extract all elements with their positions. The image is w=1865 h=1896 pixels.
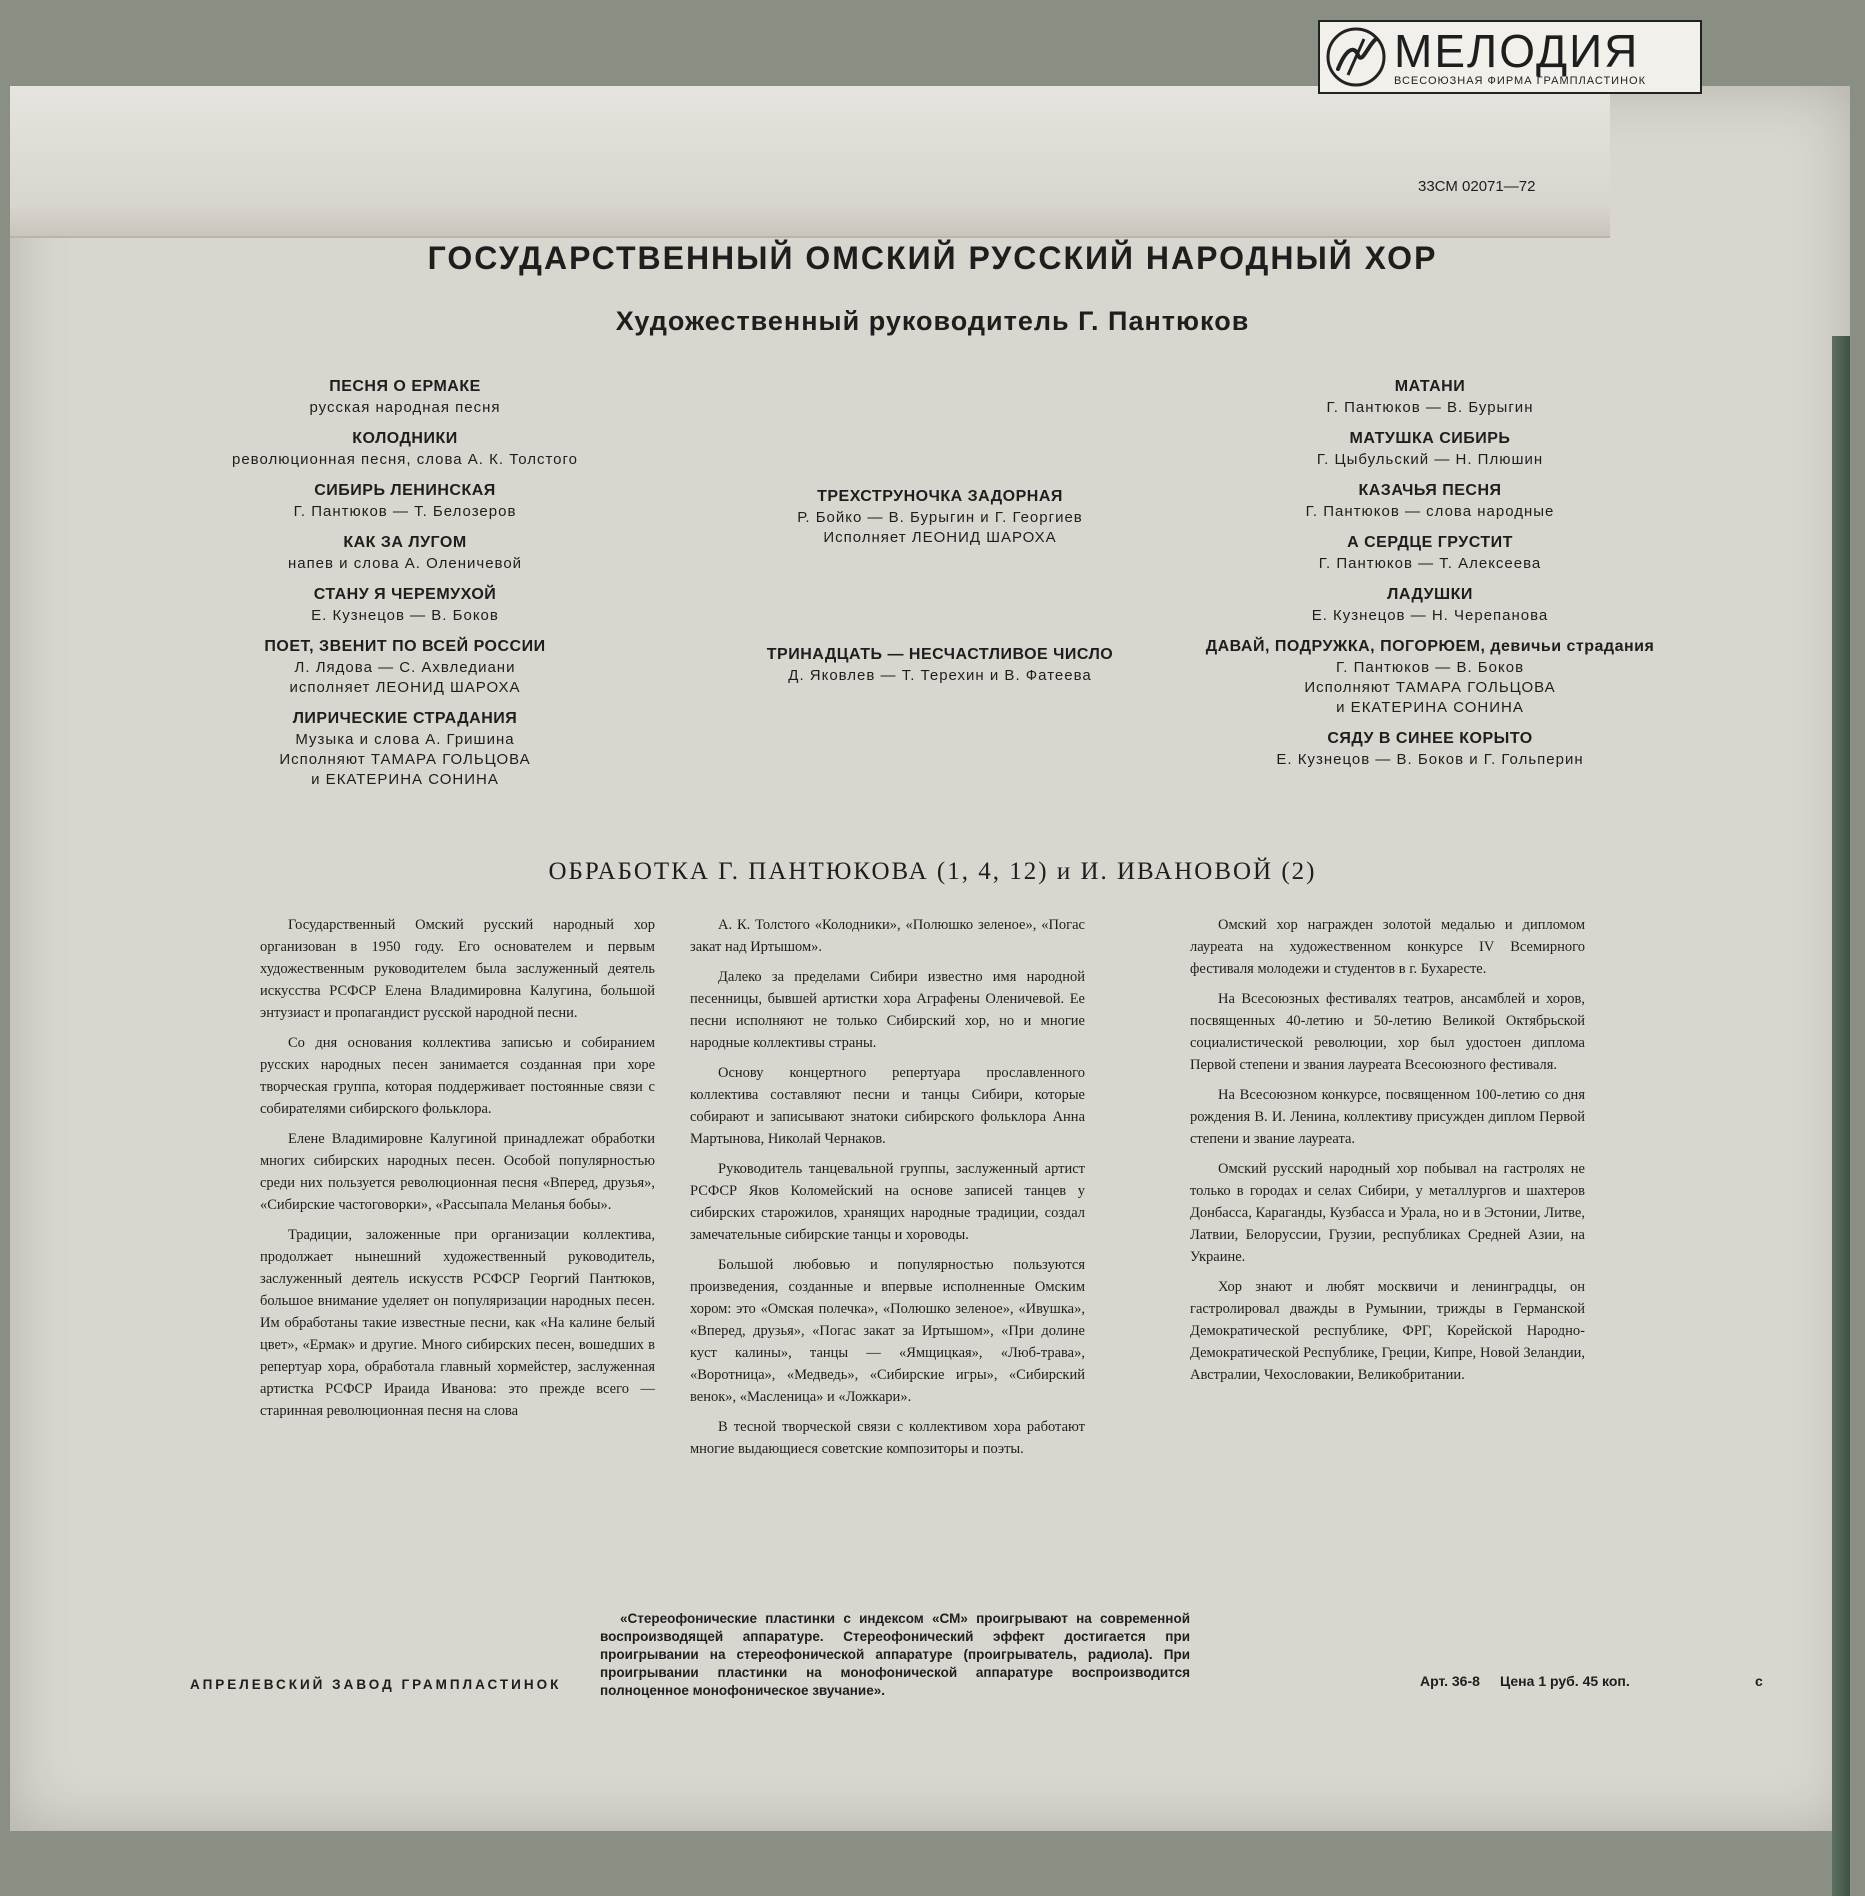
track-credit: Г. Пантюков — В. Бурыгин	[1326, 399, 1534, 416]
symbol-mark: с	[1755, 1673, 1763, 1689]
track-credit: и ЕКАТЕРИНА СОНИНА	[1336, 699, 1524, 716]
side-one-track-list	[180, 378, 630, 802]
track-credit: напев и слова А. Оленичевой	[287, 555, 523, 572]
track-title: ТРЕХСТРУНОЧКА ЗАДОРНАЯ	[817, 488, 1063, 505]
track-title: СТАНУ Я ЧЕРЕМУХОЙ	[313, 586, 497, 603]
body-paragraph: Основу концертного репертуара прославленного коллектива составляют песни и танцы Сибири, которые собирают и записывают знатоки сибирского фольклора Анна Мартынова, Николай Чернаков.	[690, 1065, 1085, 1147]
edge-strip	[1832, 336, 1850, 1896]
track	[1180, 534, 1680, 572]
track-title: ЛАДУШКИ	[1387, 586, 1473, 603]
track-credit: Исполняют ТАМАРА ГОЛЬЦОВА	[1304, 679, 1556, 696]
text-column-1	[260, 914, 655, 1430]
track-title: ПЕСНЯ О ЕРМАКЕ	[329, 378, 481, 395]
track-title: СЯДУ В СИНЕЕ КОРЫТО	[1327, 730, 1533, 747]
track	[1180, 730, 1680, 768]
track-credit: Г. Пантюков — Т. Белозеров	[293, 503, 517, 520]
text-column-3	[1190, 914, 1585, 1394]
melodiya-logo	[1318, 20, 1702, 94]
track-title: КАЗАЧЬЯ ПЕСНЯ	[1358, 482, 1502, 499]
body-paragraph: Омский русский народный хор побывал на гастролях не только в городах и селах Сибири, у металлургов и шахтеров Донбасса, Караганды, Кузбасса и Урала, но и в Эстонии, Литве, Латвии, Белоруссии, Грузии, республиках Средней Азии, на Украине.	[1190, 1161, 1585, 1265]
body-paragraph: Омский хор награжден золотой медалью и дипломом лауреата на художественном конкурсе IV Всемирного фестиваля молодежи и студентов в г. Бухаресте.	[1190, 917, 1585, 977]
track-title: ЛИРИЧЕСКИЕ СТРАДАНИЯ	[292, 710, 518, 727]
track-credit: Г. Цыбульский — Н. Плюшин	[1316, 451, 1544, 468]
stereo-notice	[600, 1610, 1190, 1700]
catalog-number: 33СМ 02071—72	[1418, 178, 1536, 195]
track	[180, 586, 630, 624]
track-credit: революционная песня, слова А. К. Толстого	[232, 451, 578, 468]
track-credit: Л. Лядова — С. Ахвледиани	[294, 659, 516, 676]
track-credit: Исполняют ТАМАРА ГОЛЬЦОВА	[279, 751, 531, 768]
body-paragraph: Традиции, заложенные при организации коллектива, продолжает нынешний художественный руководитель, заслуженный деятель искусств РСФСР Георгий Пантюков, большое внимание уделяет он популяризации народных песен. Им обработаны такие известные песни, как «На калине белый цвет», «Ермак» и другие. Много сибирских песен, вошедших в репертуар хора, обработала главный хормейстер, заслуженная артистка РСФСР Ираида Иванова: это прежде всего — старинная революционная песня на слова	[260, 1227, 655, 1419]
track-credit: Г. Пантюков — Т. Алексеева	[1318, 555, 1542, 572]
logo-text	[1394, 24, 1646, 87]
page-title: ГОСУДАРСТВЕННЫЙ ОМСКИЙ РУССКИЙ НАРОДНЫЙ ХОР	[427, 240, 1438, 276]
track-title: МАТУШКА СИБИРЬ	[1349, 430, 1511, 447]
logo-name: МЕЛОДИЯ	[1394, 24, 1640, 77]
track-credit: Р. Бойко — В. Бурыгин и Г. Георгиев	[797, 509, 1083, 526]
stereo-notice-text: «Стереофонические пластинки с индексом «СМ» проигрывают на современной воспроизводящей аппаратуре. Стереофонический эффект достигается при проигрывании на стереофонической аппаратуре (проигрыватель, радиола). При проигрывании пластинки на монофонической аппаратуре воспроизводится полноценное монофоническое звучание».	[600, 1611, 1190, 1698]
track	[1180, 430, 1680, 468]
track	[1180, 482, 1680, 520]
track-title: ПОЕТ, ЗВЕНИТ ПО ВСЕЙ РОССИИ	[264, 638, 546, 655]
track-credit: Музыка и слова А. Гришина	[295, 731, 515, 748]
track-credit: Е. Кузнецов — В. Боков	[311, 607, 499, 624]
factory-name: АПРЕЛЕВСКИЙ ЗАВОД ГРАМПЛАСТИНОК	[190, 1677, 562, 1692]
track	[670, 646, 1210, 684]
text-column-2	[690, 914, 1085, 1468]
track-credit: Г. Пантюков — В. Боков	[1335, 659, 1525, 676]
track-credit: Д. Яковлев — Т. Терехин и В. Фатеева	[788, 667, 1092, 684]
body-paragraph: Елене Владимировне Калугиной принадлежат обработки многих сибирских народных песен. Особой популярностью среди них пользуется революционная песня «Вперед, друзья», «Сибирские частоговорки», «Рассыпала Меланья бобы».	[260, 1131, 655, 1213]
melodiya-emblem-icon	[1324, 25, 1388, 89]
track-credit: исполняет ЛЕОНИД ШАРОХА	[289, 679, 521, 696]
arrangement-credit: ОБРАБОТКА Г. ПАНТЮКОВА (1, 4, 12) и И. ИВАНОВОЙ (2)	[548, 858, 1317, 885]
track-credit: русская народная песня	[309, 399, 501, 416]
track-title: МАТАНИ	[1394, 378, 1466, 395]
track	[180, 710, 630, 788]
body-paragraph: Большой любовью и популярностью пользуются произведения, созданные и впервые исполненные Омским хором: это «Омская полечка», «Полюшко зеленое», «Ивушка», «Вперед, друзья», «Погас закат за Иртышом», «При долине куст калины», танцы — «Ямщицкая», «Люб-трава», «Воротница», «Медведь», «Сибирские игры», «Сибирский венок», «Масленица» и «Ложкари».	[690, 1257, 1085, 1405]
body-paragraph: Хор знают и любят москвичи и ленинградцы, он гастролировал дважды в Румынии, трижды в Германской Демократической республике, ФРГ, Корейской Народно-Демократической Республике, Греции, Кипре, Новой Зеландии, Австралии, Чехословакии, Великобритании.	[1190, 1279, 1585, 1383]
track-credit: и ЕКАТЕРИНА СОНИНА	[311, 771, 499, 788]
top-flap	[10, 86, 1610, 238]
body-paragraph: Государственный Омский русский народный хор организован в 1950 году. Его основателем и первым художественным руководителем была заслуженный деятель искусства РСФСР Елена Владимировна Калугина, большой энтузиаст и пропагандист русской народной песни.	[260, 917, 655, 1021]
body-paragraph: А. К. Толстого «Колодники», «Полюшко зеленое», «Погас закат над Иртышом».	[690, 917, 1085, 955]
track-title: ДАВАЙ, ПОДРУЖКА, ПОГОРЮЕМ, девичьи страдания	[1205, 638, 1655, 655]
track	[670, 488, 1210, 546]
body-paragraph: На Всесоюзном конкурсе, посвященном 100-летию со дня рождения В. И. Ленина, коллективу присужден диплом Первой степени и звание лауреата.	[1190, 1087, 1585, 1147]
track	[180, 378, 630, 416]
track	[1180, 378, 1680, 416]
track-title: ТРИНАДЦАТЬ — НЕСЧАСТЛИВОЕ ЧИСЛО	[766, 646, 1114, 663]
track-title: СИБИРЬ ЛЕНИНСКАЯ	[314, 482, 496, 499]
track-credit: Исполняет ЛЕОНИД ШАРОХА	[823, 529, 1057, 546]
body-paragraph: В тесной творческой связи с коллективом хора работают многие выдающиеся советские композиторы и поэты.	[690, 1419, 1085, 1457]
track	[180, 430, 630, 468]
body-paragraph: Со дня основания коллектива записью и собиранием русских народных песен занимается созданная при хоре творческая группа, которая поддерживает постоянные связи с собирателями сибирского фольклора.	[260, 1035, 655, 1117]
track-credit: Е. Кузнецов — В. Боков и Г. Гольперин	[1276, 751, 1584, 768]
track	[180, 638, 630, 696]
track-credit: Г. Пантюков — слова народные	[1305, 503, 1555, 520]
track-title: КАК ЗА ЛУГОМ	[343, 534, 467, 551]
track-credit: Е. Кузнецов — Н. Черепанова	[1311, 607, 1549, 624]
body-paragraph: Далеко за пределами Сибири известно имя народной песенницы, бывшей артистки хора Аграфены Оленичевой. Ее песни исполняют не только Сибирский хор, но и многие народные коллективы страны.	[690, 969, 1085, 1051]
body-paragraph: На Всесоюзных фестивалях театров, ансамблей и хоров, посвященных 40-летию и 50-летию Великой Октябрьской социалистической революции, хор был удостоен диплома Первой степени и звания лауреата Всесоюзного фестиваля.	[1190, 991, 1585, 1073]
track-title: КОЛОДНИКИ	[352, 430, 458, 447]
track	[1180, 586, 1680, 624]
body-paragraph: Руководитель танцевальной группы, заслуженный артист РСФСР Яков Коломейский на основе записей танцев у сибирских старожилов, хранящих народные традиции, создал замечательные сибирские танцы и хороводы.	[690, 1161, 1085, 1243]
price: Цена 1 руб. 45 коп.	[1500, 1673, 1630, 1689]
track-title: А СЕРДЦЕ ГРУСТИТ	[1347, 534, 1513, 551]
page-subtitle: Художественный руководитель Г. Пантюков	[615, 306, 1250, 336]
track	[180, 482, 630, 520]
side-two-track-list	[1180, 378, 1680, 782]
middle-track-list	[670, 488, 1210, 698]
article-number: Арт. 36-8	[1420, 1673, 1480, 1689]
track	[180, 534, 630, 572]
track	[1180, 638, 1680, 716]
logo-subtitle: ВСЕСОЮЗНАЯ ФИРМА ГРАМПЛАСТИНОК	[1394, 74, 1646, 87]
